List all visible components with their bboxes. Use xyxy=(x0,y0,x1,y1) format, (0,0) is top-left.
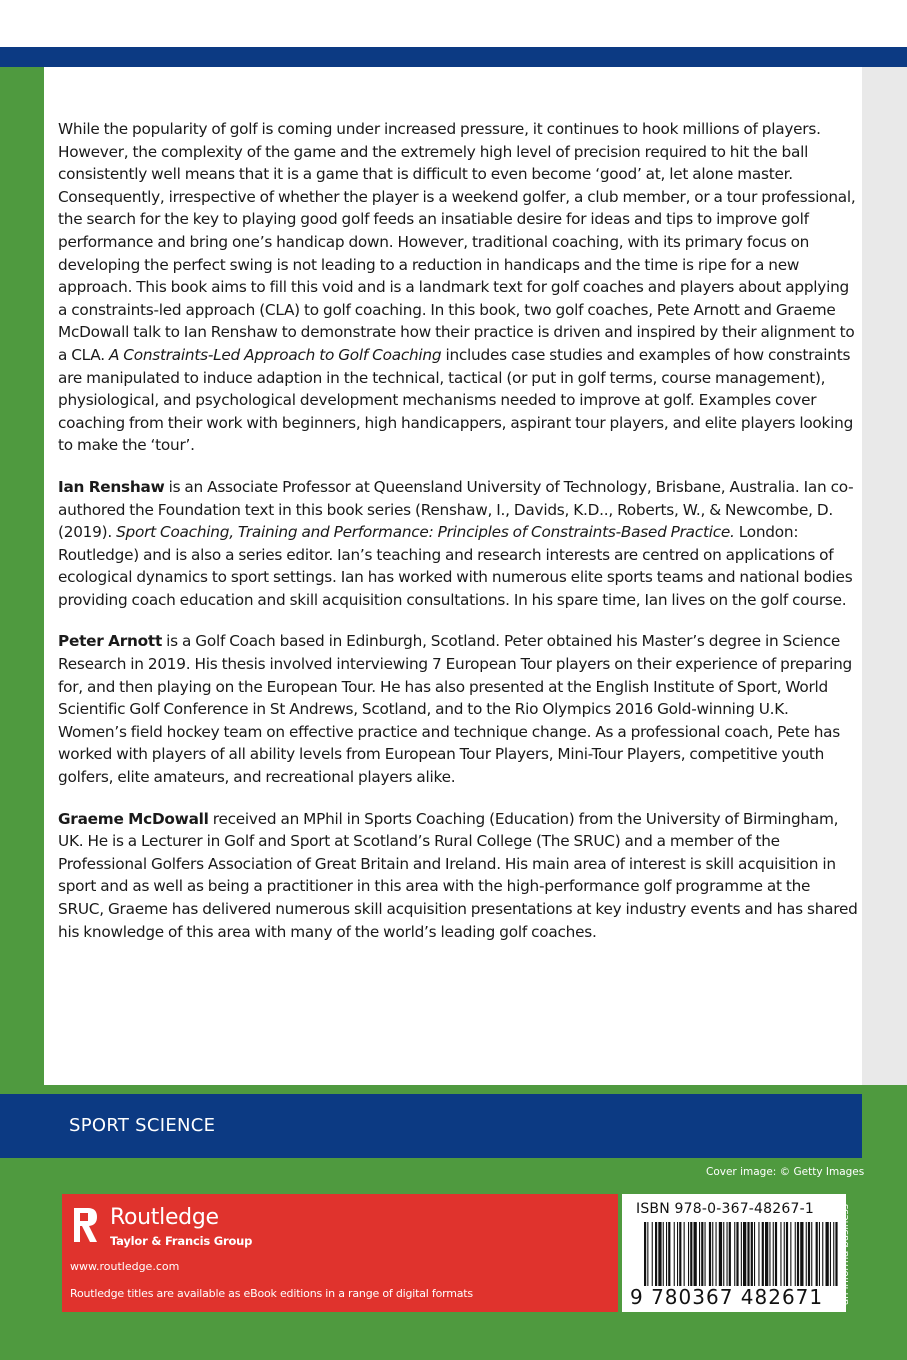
barcode-bar xyxy=(674,1222,675,1286)
barcode-bar xyxy=(780,1222,781,1286)
publisher-name: Routledge xyxy=(110,1205,219,1230)
barcode xyxy=(644,1222,840,1286)
book-title: A Constraints-Led Approach to Golf Coaching xyxy=(108,345,442,364)
barcode-bar xyxy=(826,1222,829,1286)
barcode-bar xyxy=(786,1222,788,1286)
foundation-title: Sport Coaching, Training and Performance: Principles of Constraints-Based Practice. xyxy=(116,523,735,542)
barcode-bar xyxy=(743,1222,746,1286)
barcode-bar xyxy=(679,1222,681,1286)
cover-credit: Cover image: © Getty Images xyxy=(706,1166,865,1178)
publisher-group: Taylor & Francis Group xyxy=(110,1234,253,1248)
barcode-bar xyxy=(719,1222,722,1286)
author-name: Graeme McDowall xyxy=(58,809,209,828)
isbn-label: ISBN 978-0-367-48267-1 xyxy=(636,1201,814,1217)
author-name: Ian Renshaw xyxy=(58,477,165,496)
barcode-bar xyxy=(819,1222,820,1286)
barcode-bar xyxy=(751,1222,753,1286)
barcode-bar xyxy=(666,1222,667,1286)
barcode-bar xyxy=(769,1222,770,1286)
barcode-bar xyxy=(822,1222,823,1286)
barcode-bar xyxy=(741,1222,742,1286)
barcode-bar xyxy=(729,1222,731,1286)
top-navy-stripe xyxy=(0,47,907,67)
bio-mcdowall: Graeme McDowall received an MPhil in Sports Coaching (Education) from the University of Birmingham, UK. He is a Lecturer in Golf and Sport at Scotland’s Rural College (The SRUC) and a member of the Professional Golfers Association of Great Britain and Ireland. His main area of interest is skill acquisition in sport and as well as being a practitioner in this area with the high-performance golf programme at the SRUC, Graeme has delivered numerous skill acquisition presentations at key industry events and has shared his knowledge of this area with many of the world’s leading golf coaches. xyxy=(58,809,858,941)
barcode-bar xyxy=(806,1222,807,1286)
barcode-bar xyxy=(835,1222,837,1286)
barcode-bar xyxy=(833,1222,834,1286)
barcode-digits: 9 780367 482671 xyxy=(630,1285,824,1309)
barcode-bar xyxy=(694,1222,697,1286)
barcode-bar xyxy=(754,1222,755,1286)
barcode-bar xyxy=(658,1222,661,1286)
barcode-bar xyxy=(701,1222,703,1286)
blurb-paragraph: While the popularity of golf is coming under increased pressure, it continues to hook millions of players. However, the complexity of the game and the extremely high level of precision required to hit the ball consistently well means that it is a game that is difficult to even become ‘good’ at, let alone master. Consequently, irrespective of whether the player is a weekend golfer, a club member, or a tour professional, the search for the key to playing good golf feeds an insatiable desire for ideas and tips to improve golf performance and bring one’s handicap down. However, traditional coaching, with its primary focus on developing the perfect swing is not leading to a reduction in handicaps and the time is ripe for a new approach. This book aims to fill this void and is a landmark text for golf coaches and players about applying a constraints-led approach (CLA) to golf coaching. In this book, two golf coaches, Pete Arnott and Graeme McDowall talk to Ian Renshaw to demonstrate how their practice is driven and inspired by their alignment to a CLA. A Constraints-Led Approach to Golf Coaching includes case studies and examples of how constraints are manipulated to induce adaption in the technical, tactical (or put in golf terms, course management), physiological, and psychological development mechanisms needed to improve at golf. Examples cover coaching from their work with beginners, high handicappers, aspirant tour players, and elite players looking to make the ‘tour’. xyxy=(58,120,856,455)
barcode-bar xyxy=(723,1222,724,1286)
publisher-url[interactable]: www.routledge.com xyxy=(70,1260,180,1273)
barcode-bar xyxy=(775,1222,777,1286)
barcode-bar xyxy=(747,1222,749,1286)
back-cover-text xyxy=(58,118,858,962)
barcode-bar xyxy=(655,1222,657,1286)
barcode-bar xyxy=(762,1222,764,1286)
series-label: SPORT SCIENCE xyxy=(69,1115,216,1136)
right-grey-border xyxy=(862,67,907,1085)
barcode-bar xyxy=(688,1222,689,1286)
barcode-bar xyxy=(816,1222,818,1286)
barcode-bar xyxy=(790,1222,791,1286)
barcode-bar xyxy=(716,1222,717,1286)
barcode-bar xyxy=(652,1222,653,1286)
bio-renshaw: Ian Renshaw is an Associate Professor at Queensland University of Technology, Brisbane, Australia. Ian co-authored the Foundation text in this book series (Renshaw, I., Davids, K.D.., Roberts, W., & Newcombe, D. (2019). Sport Coaching, Training and Performance: Principles of Constraints-Based Practice. London: Routledge) and is also a series editor. Ian’s teaching and research interests are centred on applications of ecological dynamics to sport settings. Ian has worked with numerous elite sports teams and national bodies providing coach education and skill acquisition consultations. In his spare time, Ian lives on the golf course. xyxy=(58,477,854,609)
barcode-bar xyxy=(684,1222,685,1286)
barcode-bar xyxy=(736,1222,738,1286)
routledge-logo-icon xyxy=(70,1204,100,1254)
barcode-bar xyxy=(811,1222,812,1286)
barcode-bar xyxy=(797,1222,799,1286)
barcode-bar xyxy=(795,1222,796,1286)
barcode-bar xyxy=(830,1222,831,1286)
barcode-bar xyxy=(699,1222,700,1286)
barcode-bar xyxy=(773,1222,774,1286)
left-green-border xyxy=(0,67,44,1085)
barcode-bar xyxy=(705,1222,706,1286)
barcode-bar xyxy=(647,1222,648,1286)
barcode-bar xyxy=(727,1222,728,1286)
barcode-bar xyxy=(800,1222,803,1286)
barcode-bar xyxy=(690,1222,692,1286)
barcode-bar xyxy=(734,1222,735,1286)
barcode-bar xyxy=(808,1222,810,1286)
author-name: Peter Arnott xyxy=(58,632,163,651)
barcode-bar xyxy=(709,1222,711,1286)
barcode-bar xyxy=(712,1222,713,1286)
barcode-bar xyxy=(677,1222,678,1286)
barcode-bar xyxy=(765,1222,768,1286)
barcode-bar xyxy=(644,1222,646,1286)
barcode-bar xyxy=(758,1222,759,1286)
barcode-bar xyxy=(663,1222,664,1286)
barcode-bar xyxy=(784,1222,785,1286)
top-white-band xyxy=(0,0,907,47)
barcode-bar xyxy=(668,1222,670,1286)
bio-arnott: Peter Arnott is a Golf Coach based in Edinburgh, Scotland. Peter obtained his Master’s degree in Science Research in 2019. His thesis involved interviewing 7 European Tour players on their experience of preparing for, and then playing on the European Tour. He has also presented at the English Institute of Sport, World Scientific Golf Conference in St Andrews, Scotland, and to the Rio Olympics 2016 Gold-winning U.K. Women’s field hockey team on effective practice and technique change. As a professional coach, Pete has worked with players of all ability levels from European Tour Players, Mini-Tour Players, competitive youth golfers, elite amateurs, and recreational players alike. xyxy=(58,632,852,787)
ebook-note: Routledge titles are available as eBook editions in a range of digital formats xyxy=(70,1287,473,1300)
informa-text: an informa business xyxy=(840,1204,851,1305)
